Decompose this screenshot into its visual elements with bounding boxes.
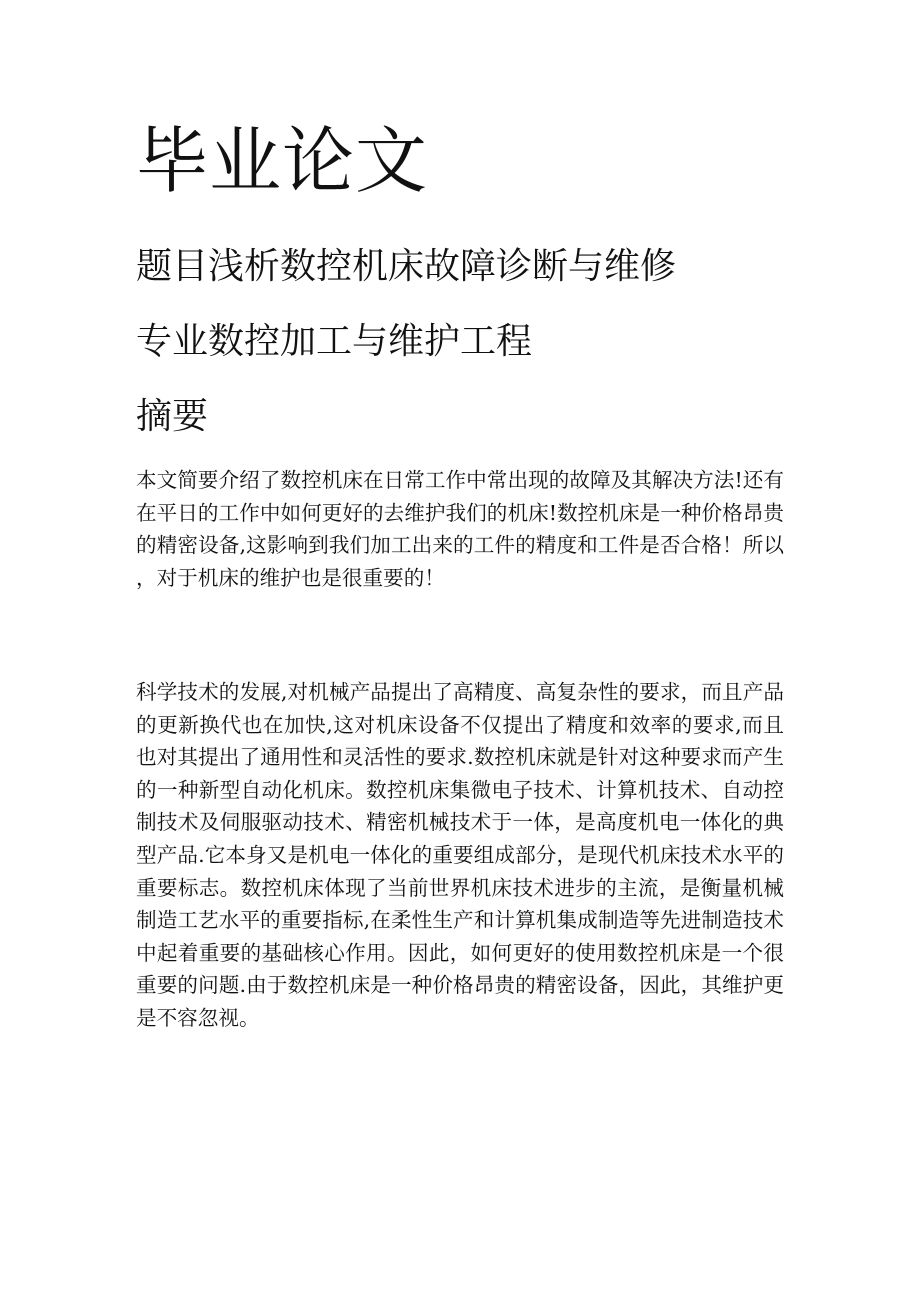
document-title: 毕业论文 [136, 119, 429, 203]
abstract-paragraph: 本文简要介绍了数控机床在日常工作中常出现的故障及其解决方法!还有在平日的工作中如何更好的去维护我们的机床!数控机床是一种价格昂贵的精密设备,这影响到我们加工出来的工件的精度和工件是否合格！所以，对于机床的维护也是很重要的！ [136, 468, 784, 590]
major-line: 专业数控加工与维护工程 [136, 321, 533, 362]
abstract-heading: 摘要 [136, 396, 209, 437]
abstract-paragraph: 科学技术的发展,对机械产品提出了高精度、高复杂性的要求，而且产品的更新换代也在加快,这对机床设备不仅提出了精度和效率的要求,而且也对其提出了通用性和灵活性的要求.数控机床就是针对这种要求而产生的一种新型自动化机床。数控机床集微电子技术、计算机技术、自动控制技术及伺服驱动技术、精密机械技术于一体，是高度机电一体化的典型产品.它本身又是机电一体化的重要组成部分，是现代机床技术水平的重要标志。数控机床体现了当前世界机床技术进步的主流，是衡量机械制造工艺水平的重要指标,在柔性生产和计算机集成制造等先进制造技术中起着重要的基础核心作用。因此，如何更好的使用数控机床是一个很重要的问题.由于数控机床是一种价格昂贵的精密设备，因此，其维护更是不容忽视。 [136, 680, 784, 1030]
topic-line: 题目浅析数控机床故障诊断与维修 [136, 246, 677, 287]
